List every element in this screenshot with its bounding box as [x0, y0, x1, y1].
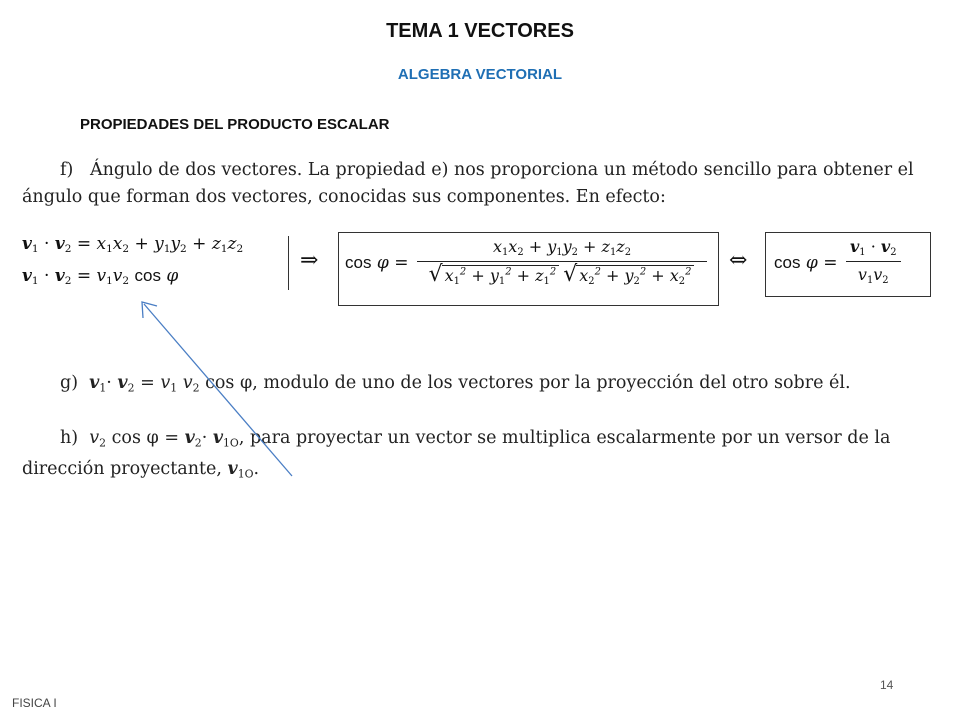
- paragraph-h: h) $v_2$ $\cos \varphi = v_2\cdot v_{1O}$, para proyectar un vector se multiplica escalarmente por un versor de la dirección proyectante, $v_{1O}$.: [22, 428, 891, 481]
- fraction-numerator: $x_1x_2 + y_1y_2 + z_1z_2$: [417, 237, 707, 262]
- implies-symbol: ⇒: [300, 248, 319, 273]
- paragraph-h-text: , para proyectar un vector se multiplica escalarmente por un versor de la dirección proyectante,: [22, 428, 891, 480]
- footer-course: FISICA I: [12, 696, 57, 710]
- paragraph-f-text: Ángulo de dos vectores. La propiedad e) nos proporciona un método sencillo para obtener el ángulo que forman dos vectores, conocidas sus componentes. En efecto:: [22, 160, 914, 207]
- equation-dot-components: $v_1 \cdot v_2 = x_1x_2 + y_1y_2 + z_1z_2$: [22, 234, 244, 256]
- paragraph-f-label: f): [60, 160, 74, 180]
- paragraph-g: g) $v_1\cdot v_2 = v_1$ $v_2$ cos φ, modulo de uno de los vectores por la proyección del otro sobre él.: [60, 373, 851, 395]
- arrow-line: [144, 304, 292, 476]
- iff-symbol: ⇔: [729, 248, 748, 273]
- section-heading: PROPIEDADES DEL PRODUCTO ESCALAR: [80, 116, 390, 133]
- paragraph-g-text: , modulo de uno de los vectores por la proyección del otro sobre él.: [252, 373, 851, 393]
- fraction-denominator: √ $x_1^2 + y_1^2 + z_1^2$ √ $x_2^2 + y_2^2 + x_2^2$: [417, 262, 707, 287]
- page-title: TEMA 1 VECTORES: [386, 20, 574, 42]
- page-subtitle: ALGEBRA VECTORIAL: [397, 66, 563, 83]
- cosine-short-lhs: cos φ =: [774, 253, 838, 273]
- equation-dot-modulus: $v_1 \cdot v_2 = v_1v_2$ cos φ: [22, 266, 179, 288]
- cosine-short-fraction: $\frac{v_1 \cdot v_2}{v_1v_2}$: [846, 237, 901, 286]
- cosine-formula: cos φ =: [345, 253, 409, 273]
- page-number: 14: [880, 678, 894, 692]
